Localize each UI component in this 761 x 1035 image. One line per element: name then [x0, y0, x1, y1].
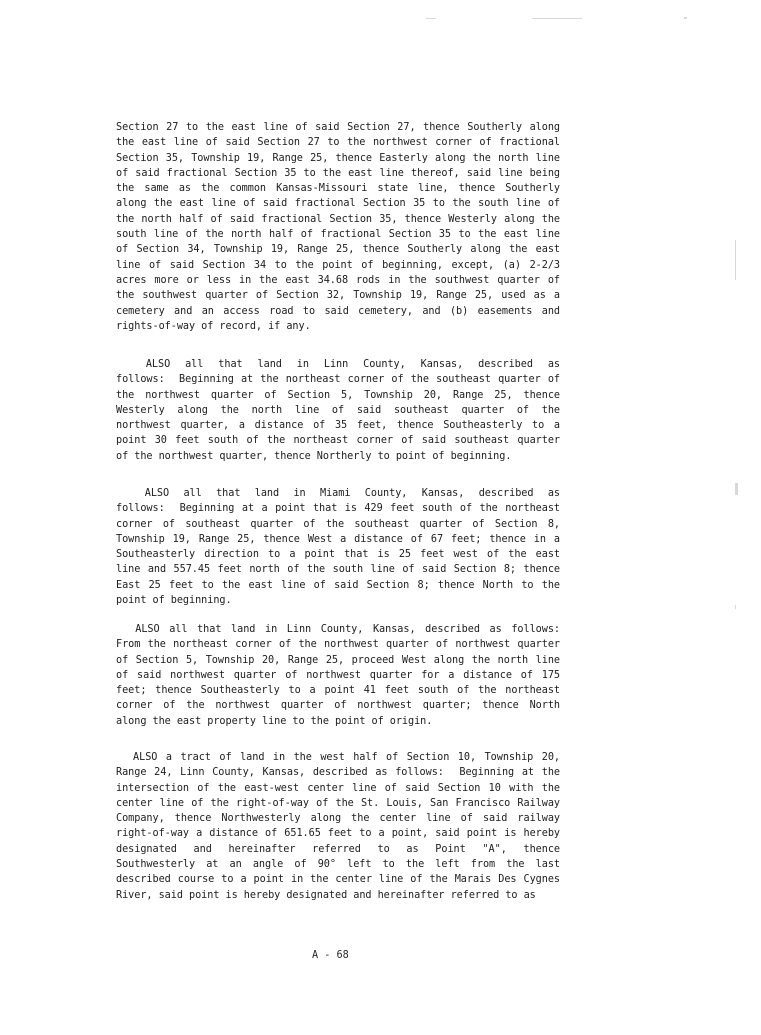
text-line: of the northwest quarter, thence Northerly to point of beginning.	[116, 450, 512, 462]
text-line: northwest quarter, a distance of 35 feet, thence Southeasterly to a	[116, 420, 560, 432]
text-line: Southeasterly direction to a point that is 25 feet west of the east	[116, 549, 560, 561]
paragraph-linn-county-section-5-northwest	[116, 622, 560, 729]
text-line: ALSO all that land in Linn County, Kansas, described as follows:	[116, 624, 560, 635]
paragraph-section-27-continuation	[116, 120, 560, 334]
text-line: line and 557.45 feet north of the south line of said Section 8; thence	[116, 564, 560, 576]
text-line: River, said point is hereby designated and hereinafter referred to as	[116, 889, 536, 901]
scan-artifact	[735, 483, 738, 495]
text-line: described course to a point in the center line of the Marais Des Cygnes	[116, 874, 560, 886]
text-line: East 25 feet to the east line of said Section 8; thence North to the	[116, 579, 560, 591]
text-line: From the northeast corner of the northwest quarter of northwest quarter	[116, 639, 560, 651]
text-line: of Section 5, Township 20, Range 25, proceed West along the north line	[116, 654, 560, 666]
text-line: feet; thence Southeasterly to a point 41 feet south of the northeast	[116, 685, 560, 697]
text-line: point 30 feet south of the northeast corner of said southeast quarter	[116, 435, 560, 447]
text-line: along the east property line to the point of origin.	[116, 715, 433, 727]
text-line: Section 27 to the east line of said Section 27, thence Southerly along	[116, 122, 560, 133]
text-line: follows: Beginning at a point that is 429 feet south of the northeast	[116, 503, 560, 515]
scan-artifact	[426, 18, 436, 19]
text-line: Range 24, Linn County, Kansas, described as follows: Beginning at the	[116, 767, 560, 779]
text-line: right-of-way a distance of 651.65 feet to a point, said point is hereby	[116, 828, 560, 840]
scan-artifact	[684, 17, 687, 19]
text-line: the northwest quarter of Section 5, Township 20, Range 25, thence	[116, 389, 560, 401]
text-line: line of said Section 34 to the point of beginning, except, (a) 2-2/3	[116, 259, 560, 271]
text-line: Westerly along the north line of said southeast quarter of the	[116, 404, 560, 416]
text-line: Section 35, Township 19, Range 25, thence Easterly along the north line	[116, 152, 560, 164]
text-line: intersection of the east-west center line of said Section 10 with the	[116, 782, 560, 794]
text-line: the east line of said Section 27 to the northwest corner of fractional	[116, 137, 560, 149]
text-line: of said northwest quarter of northwest quarter for a distance of 175	[116, 669, 560, 681]
text-line: the southwest quarter of Section 32, Township 19, Range 25, used as a	[116, 290, 560, 302]
text-line: south line of the north half of fractional Section 35 to the east line	[116, 229, 560, 241]
text-line: of Section 34, Township 19, Range 25, thence Southerly along the east	[116, 244, 560, 256]
text-line: follows: Beginning at the northeast corner of the southeast quarter of	[116, 374, 560, 386]
text-line: of said fractional Section 35 to the east line thereof, said line being	[116, 167, 560, 179]
text-line: designated and hereinafter referred to as Point "A", thence	[116, 843, 560, 855]
text-line: rights-of-way of record, if any.	[116, 320, 311, 332]
scan-artifact	[735, 605, 736, 609]
text-line: ALSO all that land in Miami County, Kansas, described as	[116, 488, 560, 499]
text-line: acres more or less in the east 34.68 rods in the southwest quarter of	[116, 274, 560, 286]
text-line: corner of the northwest quarter of northwest quarter; thence North	[116, 700, 560, 712]
text-line: Township 19, Range 25, thence West a distance of 67 feet; thence in a	[116, 533, 560, 545]
text-line: cemetery and an access road to said cemetery, and (b) easements and	[116, 305, 560, 317]
scan-artifact	[532, 18, 582, 19]
paragraph-linn-county-section-10	[116, 750, 560, 903]
text-line: Southwesterly at an angle of 90° left to the left from the last	[116, 859, 560, 871]
text-line: point of beginning.	[116, 595, 232, 607]
text-line: the same as the common Kansas-Missouri state line, thence Southerly	[116, 183, 560, 195]
paragraph-linn-county-section-5-southeast	[116, 357, 560, 464]
text-line: corner of southeast quarter of the southeast quarter of Section 8,	[116, 518, 560, 530]
page-number: A - 68	[312, 950, 349, 961]
paragraph-miami-county-section-8	[116, 486, 560, 608]
text-line: Company, thence Northwesterly along the center line of said railway	[116, 813, 560, 825]
text-line: ALSO a tract of land in the west half of Section 10, Township 20,	[116, 752, 560, 763]
text-line: the north half of said fractional Section 35, thence Westerly along the	[116, 213, 560, 225]
text-line: center line of the right-of-way of the St. Louis, San Francisco Railway	[116, 797, 560, 809]
scan-artifact	[735, 240, 736, 280]
text-line: along the east line of said fractional Section 35 to the south line of	[116, 198, 560, 210]
text-line: ALSO all that land in Linn County, Kansas, described as	[116, 359, 560, 370]
